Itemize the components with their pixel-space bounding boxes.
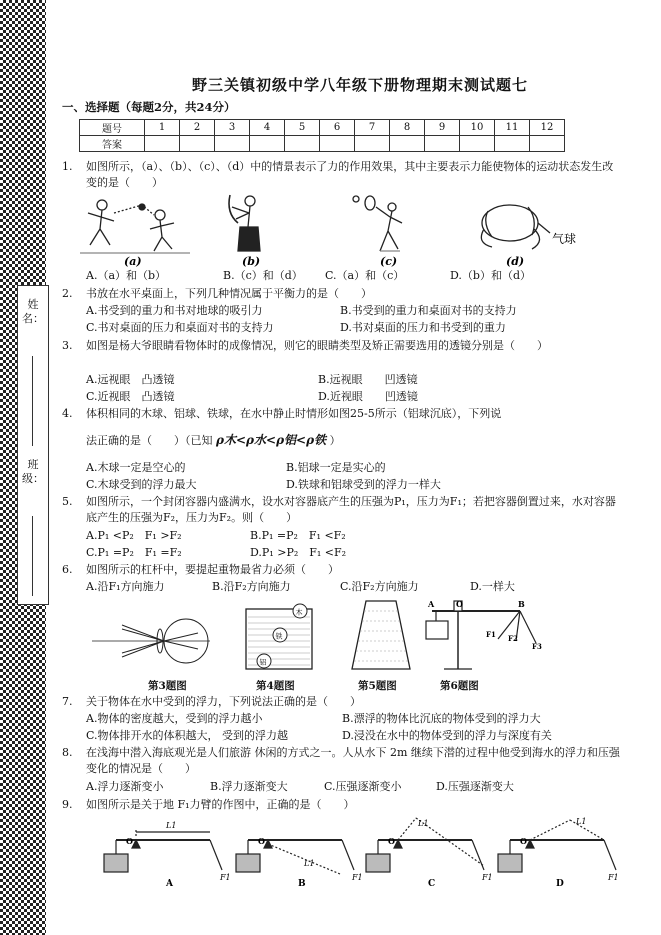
question-text: 如图所示的杠杆中，要提起重物最省力必须（ ） bbox=[86, 563, 339, 576]
score-cell: 7 bbox=[355, 120, 390, 136]
lever-label-f1: F1 bbox=[486, 630, 496, 639]
eye-diagram bbox=[92, 619, 210, 663]
answer-cell[interactable] bbox=[530, 136, 565, 152]
figure-c-label: (c) bbox=[380, 255, 398, 267]
q9-a-f1: F1 bbox=[220, 873, 231, 882]
score-cell: 1 bbox=[145, 120, 180, 136]
figure-a-football bbox=[80, 200, 190, 253]
score-cell: 12 bbox=[530, 120, 565, 136]
q1-option-a[interactable]: A.（a）和（b） bbox=[86, 269, 167, 282]
q5-option-d[interactable]: D.P₁ >P₂ F₁ <F₂ bbox=[250, 546, 347, 559]
q5-option-b[interactable]: B.P₁ =P₂ F₁ <F₂ bbox=[250, 529, 346, 542]
q4-option-d[interactable]: D.铁球和铝球受到的浮力一样大 bbox=[286, 478, 441, 491]
question-number: 8. bbox=[62, 746, 73, 759]
score-cell: 8 bbox=[390, 120, 425, 136]
answer-cell[interactable] bbox=[495, 136, 530, 152]
caption-fig6: 第6题图 bbox=[440, 680, 479, 692]
question-8 bbox=[62, 745, 622, 777]
class-label: 班级： bbox=[22, 458, 44, 485]
score-row-answers bbox=[80, 136, 565, 152]
q5-option-c[interactable]: C.P₁ =P₂ F₁ =F₂ bbox=[86, 546, 182, 559]
q9-b-f1: F1 bbox=[352, 873, 363, 882]
question-number: 6. bbox=[62, 563, 73, 576]
answer-cell[interactable] bbox=[250, 136, 285, 152]
section-heading: 一、选择题（每题2分，共24分） bbox=[62, 100, 236, 114]
question-number: 1. bbox=[62, 160, 73, 173]
score-cell: 6 bbox=[320, 120, 355, 136]
container-diagram bbox=[352, 601, 410, 669]
q9-label-c: C bbox=[428, 879, 436, 889]
q1-figures bbox=[80, 193, 620, 267]
q3-option-a[interactable]: A.远视眼 凸透镜 bbox=[86, 373, 175, 386]
answer-cell[interactable] bbox=[390, 136, 425, 152]
q3-option-d[interactable]: D.近视眼 凹透镜 bbox=[318, 390, 418, 403]
ball-wood: 木 bbox=[295, 608, 303, 617]
question-text: 如图所示，一个封闭容器内盛满水，设水对容器底产生的压强为P₁，压力为F₁；若把容器倒置过来，水对容器底产生的压强为F₂，压力为F₂。则（ ） bbox=[86, 495, 616, 524]
score-cell: 5 bbox=[285, 120, 320, 136]
q2-option-b[interactable]: B.书受到的重力和桌面对书的支持力 bbox=[340, 304, 517, 317]
figure-d-balloon bbox=[481, 205, 550, 249]
question-3 bbox=[62, 338, 622, 354]
question-4 bbox=[62, 406, 622, 422]
figure-d-label: (d) bbox=[506, 255, 525, 267]
caption-fig4: 第4题图 bbox=[256, 680, 295, 692]
q4-option-b[interactable]: B.铝球一定是实心的 bbox=[286, 461, 386, 474]
question-text: 如图所示，（a）、（b）、（c）、（d）中的情景表示了力的作用效果，其中主要表示力能使物体的运动状态发生改变的是（ ） bbox=[86, 160, 614, 189]
question-text: 在浅海中潜入海底观光是人们旅游 休闲的方式之一。人从水下 2m 继续下潜的过程中他受到海水的浮力和压强变化的情况是（ ） bbox=[86, 746, 620, 775]
ball-iron: 铁 bbox=[275, 632, 283, 641]
caption-fig3: 第3题图 bbox=[148, 680, 187, 692]
answer-cell[interactable] bbox=[215, 136, 250, 152]
q9-figure-a bbox=[104, 830, 222, 872]
lever-label-a: A bbox=[428, 599, 435, 609]
balloon-label: 气球 bbox=[552, 232, 577, 246]
exam-title: 野三关镇初级中学八年级下册物理期末测试题七 bbox=[191, 76, 528, 94]
lever-diagram bbox=[426, 601, 536, 669]
q9-c-l1: L1 bbox=[418, 819, 429, 828]
q2-option-a[interactable]: A.书受到的重力和书对地球的吸引力 bbox=[86, 304, 263, 317]
lever-label-b: B bbox=[518, 599, 525, 609]
question-number: 7. bbox=[62, 695, 73, 708]
score-header-answer: 答案 bbox=[80, 136, 145, 152]
ball-aluminum: 铝 bbox=[259, 658, 267, 667]
answer-cell[interactable] bbox=[145, 136, 180, 152]
score-row-numbers bbox=[80, 120, 565, 136]
answer-cell[interactable] bbox=[320, 136, 355, 152]
q1-option-b[interactable]: B.（c）和（d） bbox=[223, 269, 303, 282]
q4-option-a[interactable]: A.木球一定是空心的 bbox=[86, 461, 186, 474]
question-number: 2. bbox=[62, 287, 73, 300]
lever-label-f2: F2 bbox=[508, 634, 518, 643]
q9-label-b: B bbox=[298, 879, 306, 889]
question-text: 如图是杨大爷眼睛看物体时的成像情况，则它的眼睛类型及矫正需要选用的透镜分别是（ ） bbox=[86, 339, 548, 352]
q2-option-d[interactable]: D.书对桌面的压力和书受到的重力 bbox=[340, 321, 506, 334]
q7-option-a[interactable]: A.物体的密度越大，受到的浮力越小 bbox=[86, 712, 263, 725]
score-header-number: 题号 bbox=[80, 120, 145, 136]
question-text-end: ） bbox=[329, 434, 341, 447]
class-line bbox=[32, 516, 33, 596]
answer-cell[interactable] bbox=[180, 136, 215, 152]
question-1 bbox=[62, 159, 622, 191]
question-7 bbox=[62, 694, 622, 710]
q3-option-b[interactable]: B.远视眼 凹透镜 bbox=[318, 373, 418, 386]
score-cell: 9 bbox=[425, 120, 460, 136]
q9-label-a: A bbox=[166, 879, 173, 889]
question-9 bbox=[62, 797, 622, 813]
q9-label-d: D bbox=[556, 879, 564, 889]
q7-option-c[interactable]: C.物体排开水的体积越大， 受到的浮力越 bbox=[86, 729, 289, 742]
q9-a-l1: L1 bbox=[166, 821, 177, 830]
binding-strip bbox=[17, 285, 49, 605]
q1-option-d[interactable]: D.（b）和（d） bbox=[450, 269, 532, 282]
q9-c-o: O bbox=[388, 836, 395, 846]
q9-d-l1: L1 bbox=[576, 817, 587, 826]
question-number: 9. bbox=[62, 798, 73, 811]
name-line bbox=[32, 356, 33, 446]
q4-option-c[interactable]: C.木球受到的浮力最大 bbox=[86, 478, 197, 491]
question-text: 体积相同的木球、铝球、铁球，在水中静止时情形如图25-5所示（铝球沉底），下列说 bbox=[86, 407, 502, 420]
q9-figure-d bbox=[498, 820, 616, 872]
question-2 bbox=[62, 286, 622, 302]
q9-d-f1: F1 bbox=[608, 873, 619, 882]
name-label: 姓名： bbox=[22, 298, 44, 325]
figure-c-tennis bbox=[353, 196, 402, 251]
q9-b-l1: L1 bbox=[304, 859, 315, 868]
question-text: 如图所示是关于地 F₁力臂的作图中，正确的是（ ） bbox=[86, 798, 355, 811]
q9-d-o: O bbox=[520, 836, 527, 846]
answer-cell[interactable] bbox=[425, 136, 460, 152]
question-text: 关于物体在水中受到的浮力，下列说法正确的是（ ） bbox=[86, 695, 361, 708]
figure-b-archer bbox=[229, 195, 260, 251]
figure-row-3-6 bbox=[60, 597, 640, 677]
q6-option-c[interactable]: C.沿F₂方向施力 bbox=[340, 580, 419, 593]
score-table bbox=[79, 119, 565, 152]
q5-option-a[interactable]: A.P₁ <P₂ F₁ >F₂ bbox=[86, 529, 182, 542]
answer-cell[interactable] bbox=[460, 136, 495, 152]
exam-paper bbox=[60, 0, 640, 935]
score-cell: 11 bbox=[495, 120, 530, 136]
score-cell: 4 bbox=[250, 120, 285, 136]
question-4-cont bbox=[62, 432, 622, 449]
question-number: 5. bbox=[62, 495, 73, 508]
q9-c-f1: F1 bbox=[482, 873, 493, 882]
q2-option-c[interactable]: C.书对桌面的压力和桌面对书的支持力 bbox=[86, 321, 274, 334]
q8-option-d[interactable]: D.压强逐渐变大 bbox=[436, 780, 514, 793]
q9-figures bbox=[100, 814, 620, 890]
answer-cell[interactable] bbox=[355, 136, 390, 152]
score-cell: 3 bbox=[215, 120, 250, 136]
score-cell: 2 bbox=[180, 120, 215, 136]
q7-option-d[interactable]: D.浸没在水中的物体受到的浮力与深度有关 bbox=[342, 729, 552, 742]
question-number: 4. bbox=[62, 407, 73, 420]
q9-a-o: O bbox=[126, 836, 133, 846]
question-text: 法正确的是（ ）（已知 bbox=[86, 434, 213, 447]
q6-option-d[interactable]: D.一样大 bbox=[470, 580, 515, 593]
q7-option-b[interactable]: B.漂浮的物体比沉底的物体受到的浮力大 bbox=[342, 712, 541, 725]
q8-option-a[interactable]: A.浮力逐渐变小 bbox=[86, 780, 164, 793]
question-6 bbox=[62, 562, 622, 578]
lever-label-f3: F3 bbox=[532, 642, 542, 651]
density-formula: ρ木<ρ水<ρ铝<ρ铁 bbox=[216, 433, 327, 447]
score-cell: 10 bbox=[460, 120, 495, 136]
figure-b-label: (b) bbox=[242, 255, 261, 267]
q9-b-o: O bbox=[258, 836, 265, 846]
question-number: 3. bbox=[62, 339, 73, 352]
q6-option-b[interactable]: B.沿F₂方向施力 bbox=[212, 580, 291, 593]
lever-label-o: O bbox=[456, 599, 463, 609]
q8-option-c[interactable]: C.压强逐渐变小 bbox=[324, 780, 402, 793]
q6-option-a[interactable]: A.沿F₁方向施力 bbox=[86, 580, 165, 593]
figure-a-label: (a) bbox=[124, 255, 142, 267]
q8-option-b[interactable]: B.浮力逐渐变大 bbox=[210, 780, 288, 793]
q3-option-c[interactable]: C.近视眼 凸透镜 bbox=[86, 390, 175, 403]
question-5 bbox=[62, 494, 622, 526]
q1-option-c[interactable]: C.（a）和（c） bbox=[325, 269, 405, 282]
q9-figure-b bbox=[236, 840, 354, 874]
caption-fig5: 第5题图 bbox=[358, 680, 397, 692]
question-text: 书放在水平桌面上，下列几种情况属于平衡力的是（ ） bbox=[86, 287, 372, 300]
answer-cell[interactable] bbox=[285, 136, 320, 152]
